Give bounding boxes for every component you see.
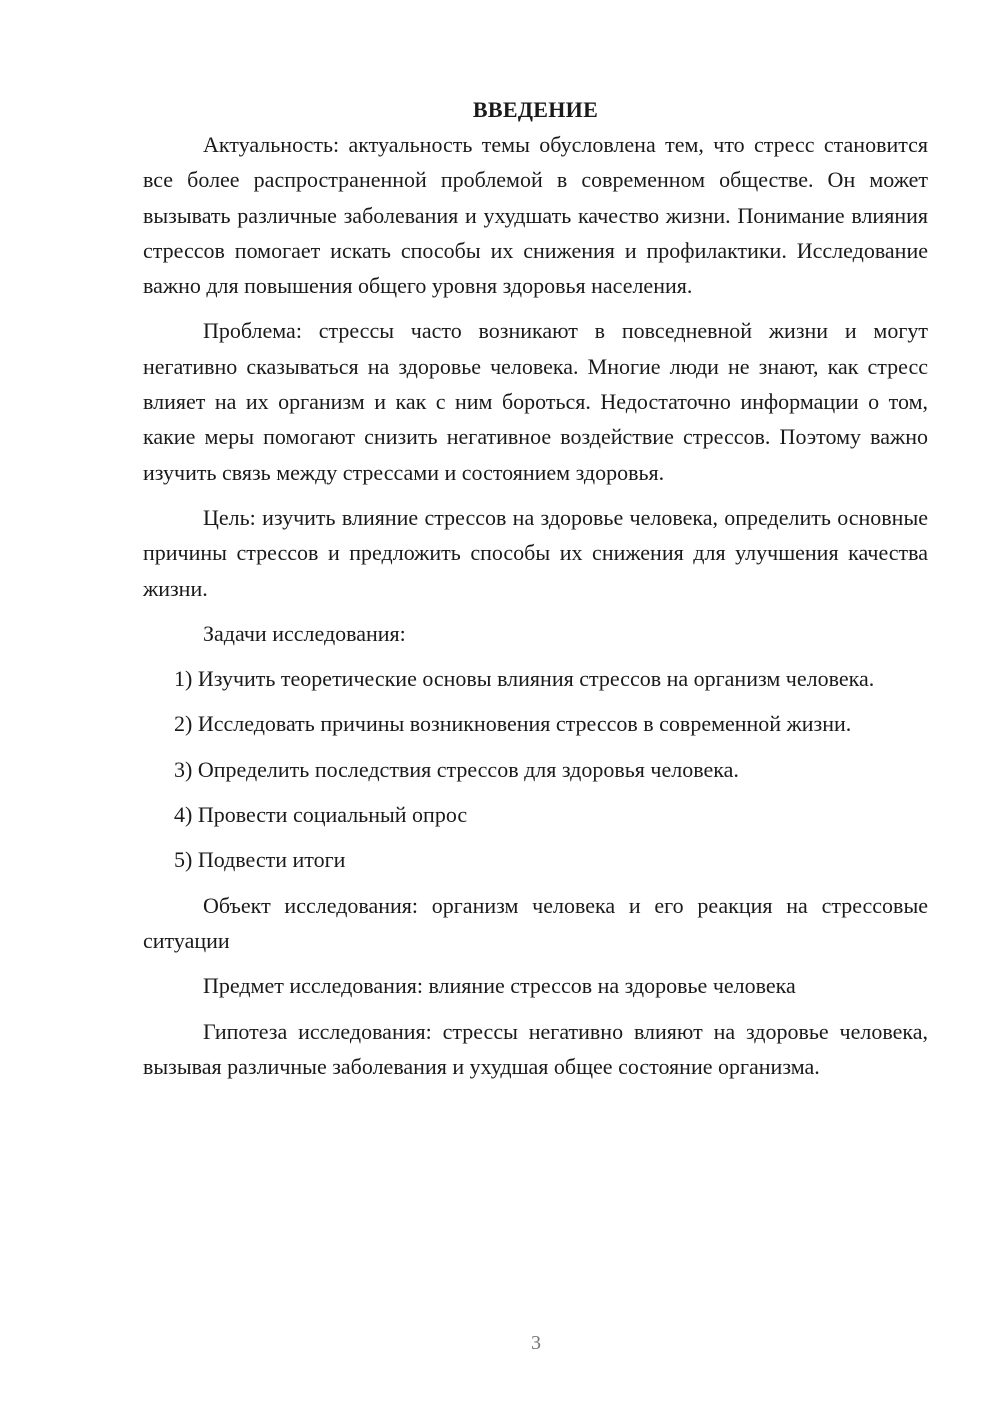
paragraph-hypothesis: Гипотеза исследования: стрессы негативно влияют на здоровье человека, вызывая различные заболевания и ухудшая общее состояние организма. <box>143 1018 928 1079</box>
tasks-heading: Задачи исследования: <box>203 620 406 646</box>
paragraph-subject: Предмет исследования: влияние стрессов на здоровье человека <box>203 973 796 999</box>
paragraph-problem: Проблема: стрессы часто возникают в повседневной жизни и могут негативно сказываться на здоровье человека. Многие люди не знают, как стресс влияет на их организм и как с ним бороться. Недостаточно информации о том, какие меры помогают снизить негативное воздействие стрессов. Поэтому важно изучить связь между стрессами и состоянием здоровья. <box>143 318 928 485</box>
task-item: 1) Изучить теоретические основы влияния стрессов на организм человека. <box>174 666 875 692</box>
task-item: 4) Провести социальный опрос <box>174 802 468 828</box>
page-number: 3 <box>531 1332 541 1354</box>
section-title: ВВЕДЕНИЕ <box>472 97 599 122</box>
paragraph-object: Объект исследования: организм человека и его реакция на стрессовые ситуации <box>143 892 928 953</box>
task-item: 3) Определить последствия стрессов для здоровья человека. <box>174 756 739 782</box>
document-page <box>143 92 928 1094</box>
task-item: 2) Исследовать причины возникновения стрессов в современной жизни. <box>174 711 852 737</box>
paragraph-relevance: Актуальность: актуальность темы обусловлена тем, что стресс становится все более распространенной проблемой в современном обществе. Он может вызывать различные заболевания и ухудшать качество жизни. Понимание влияния стрессов помогает искать способы их снижения и профилактики. Исследование важно для повышения общего уровня здоровья населения. <box>143 132 928 299</box>
paragraph-goal: Цель: изучить влияние стрессов на здоровье человека, определить основные причины стрессов и предложить способы их снижения для улучшения качества жизни. <box>143 504 928 601</box>
task-item: 5) Подвести итоги <box>174 847 346 873</box>
